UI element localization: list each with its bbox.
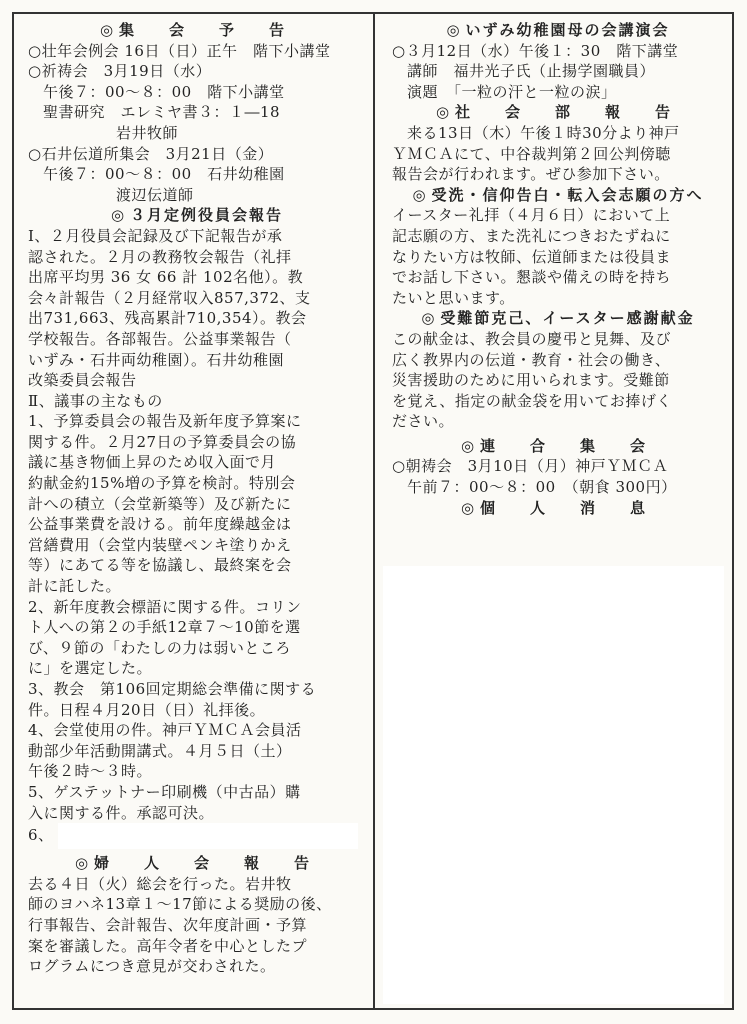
double-circle-icon: ◎ (412, 185, 426, 204)
union-heading: ◎ 連 合 集 会 (460, 436, 656, 455)
circle-icon: ○ (28, 144, 42, 163)
offering-line: を覚え、指定の献金袋を用いてお捧げく (392, 391, 672, 410)
double-circle-icon: ◎ (74, 854, 89, 873)
board-line: 計への積立（会堂新築等）及び新たに (28, 494, 292, 513)
double-circle-icon: ◎ (460, 436, 475, 455)
lecture-line: 演題 「一粒の汗と一粒の涙」 (407, 82, 617, 101)
lecture-line: 講師 福井光子氏（止揚学園職員） (407, 62, 656, 81)
right-column (392, 20, 724, 518)
circle-icon: ○ (392, 41, 406, 60)
circle-icon: ○ (392, 457, 406, 476)
lecture-heading: ◎ いずみ幼稚園母の会講演会 (446, 21, 670, 39)
board-line: 計に託した。 (28, 577, 122, 596)
board-line: に」を選定した。 (28, 659, 153, 678)
board-line: 出席平均男 36 女 66 計 102名他）。教 (28, 268, 304, 287)
baptism-line: なりたい方は牧師、伝道師または役員ま (392, 247, 672, 266)
social-line: 来る13日（木）午後１時30分より神戸 (407, 123, 680, 142)
board-line: 公益事業費を設ける。前年度繰越金は (28, 515, 292, 534)
women-heading: ◎ 婦 人 会 報 告 (74, 854, 320, 873)
board-line: 約献金約15%増の予算を検討。特別会 (28, 474, 296, 493)
redacted-area (383, 566, 724, 1004)
lecture-line: ○３月12日（水）午後１：30 階下講堂 (392, 41, 679, 60)
board-line: 会々計報告（２月経常収入857,372、支 (28, 288, 311, 307)
union-line: ○朝祷会 3月10日（月）神戸ＹＭＣＡ (392, 457, 669, 476)
gathering-item: 渡辺伝道師 (116, 185, 194, 204)
board-line: 入に関する件。承認可決。 (28, 803, 215, 822)
board-line: いずみ・石井両幼稚園）。石井幼稚園 (28, 350, 285, 369)
gathering-item: ○壮年会例会 16日（日）正午 階下小講堂 (28, 41, 331, 60)
board-line-redacted: 6、 (28, 823, 366, 849)
baptism-line: でお話し下さい。懇談や備えの時を持ち (392, 268, 672, 287)
offering-line: この献金は、教会員の慶弔と見舞、及び (392, 329, 672, 348)
board-line: 3、教会 第106回定期総会準備に関する (28, 680, 317, 698)
social-heading: ◎ 社 会 部 報 告 (435, 103, 681, 122)
gathering-item: ○石井伝道所集会 3月21日（金） (28, 144, 274, 163)
board-line: 学校報告。各部報告。公益事業報告（ (28, 329, 292, 348)
personal-heading: ◎ 個 人 消 息 (460, 498, 656, 517)
circle-icon: ○ (28, 62, 42, 81)
women-line: ログラムにつき意見が交わされた。 (28, 957, 276, 976)
board-line: 営繕費用（会堂内装壁ペンキ塗りかえ (28, 535, 292, 554)
double-circle-icon: ◎ (99, 21, 114, 39)
board-line: 認された。２月の教務牧会報告（礼拝 (28, 247, 292, 266)
women-line: 去る４日（火）総会を行った。岩井牧 (28, 874, 292, 893)
baptism-line: イースター礼拝（４月６日）において上 (392, 206, 671, 225)
board-line: 出731,663、残高累計710,354）。教会 (28, 309, 307, 328)
board-line: 改築委員会報告 (28, 371, 137, 390)
board-line: Ⅰ、２月役員会記録及び下記報告が承 (28, 226, 283, 245)
board-line: 5、ゲステットナー印刷機（中古品）購 (28, 782, 301, 801)
offering-line: 広く教界内の伝道・教育・社会の働き、 (392, 350, 671, 369)
women-line: 師のヨハネ13章１～17節による奨励の後、 (28, 895, 332, 914)
offering-line: ださい。 (392, 412, 455, 431)
circle-icon: ○ (28, 41, 42, 60)
gathering-heading: ◎ 集 会 予 告 (99, 21, 295, 39)
board-line: ト人への第２の手紙12章７～10節を選 (28, 618, 301, 637)
union-line: 午前７：00～８：00 （朝食 300円） (407, 478, 677, 497)
social-line: 報告会が行われます。ぜひ参加下さい。 (392, 165, 670, 184)
gathering-item: 午後７：00～８：00 石井幼稚園 (43, 165, 285, 184)
double-circle-icon: ◎ (460, 498, 475, 517)
women-line: 案を審議した。高年令者を中心としたプ (28, 936, 308, 955)
board-heading: ◎ ３月定例役員会報告 (110, 206, 284, 225)
double-circle-icon: ◎ (446, 21, 460, 39)
gathering-item: 聖書研究 エレミヤ書３：１―18 (43, 103, 281, 122)
column-divider (373, 12, 375, 1010)
board-line: 4、会堂使用の件。神戸ＹＭＣＡ会員活 (28, 721, 302, 740)
baptism-line: 記志願の方、また洗礼につきおたずねに (392, 226, 671, 245)
social-line: ＹＭＣＡにて、中谷裁判第２回公判傍聴 (392, 144, 671, 163)
board-line: 等）にあてる等を協議し、最終案を会 (28, 556, 292, 575)
board-line: 関する件。２月27日の予算委員会の協 (28, 432, 297, 451)
board-line: 1、予算委員会の報告及新年度予算案に (28, 412, 302, 431)
women-line: 行事報告、会計報告、次年度計画・予算 (28, 915, 308, 934)
gathering-item: ○祈祷会 3月19日（水） (28, 62, 212, 81)
gathering-item: 岩井牧師 (116, 123, 179, 142)
board-line: 2、新年度教会標語に関する件。コリン (28, 597, 302, 616)
double-circle-icon: ◎ (421, 309, 435, 328)
redaction-block (58, 823, 358, 849)
baptism-heading: ◎ 受洗・信仰告白・転入会志願の方へ (412, 185, 704, 204)
board-line: 議に基き物価上昇のため収入面で月 (28, 453, 277, 472)
board-line: 午後２時～３時。 (28, 762, 153, 781)
baptism-line: たいと思います。 (392, 288, 515, 307)
board-line: 動部少年活動開講式。４月５日（土） (28, 741, 292, 760)
gathering-item: 午後７：00～８：00 階下小講堂 (43, 82, 285, 101)
offering-line: 災害援助のために用いられます。受難節 (392, 371, 670, 390)
offering-heading: ◎ 受難節克己、イースター感謝献金 (421, 309, 695, 328)
left-column (28, 20, 366, 977)
board-line: 件。日程４月20日（日）礼拝後。 (28, 700, 266, 719)
board-line: び、９節の「わたしの力は弱いところ (28, 638, 291, 657)
double-circle-icon: ◎ (435, 103, 450, 122)
double-circle-icon: ◎ (110, 206, 125, 225)
board-line: Ⅱ、議事の主なもの (28, 391, 163, 410)
